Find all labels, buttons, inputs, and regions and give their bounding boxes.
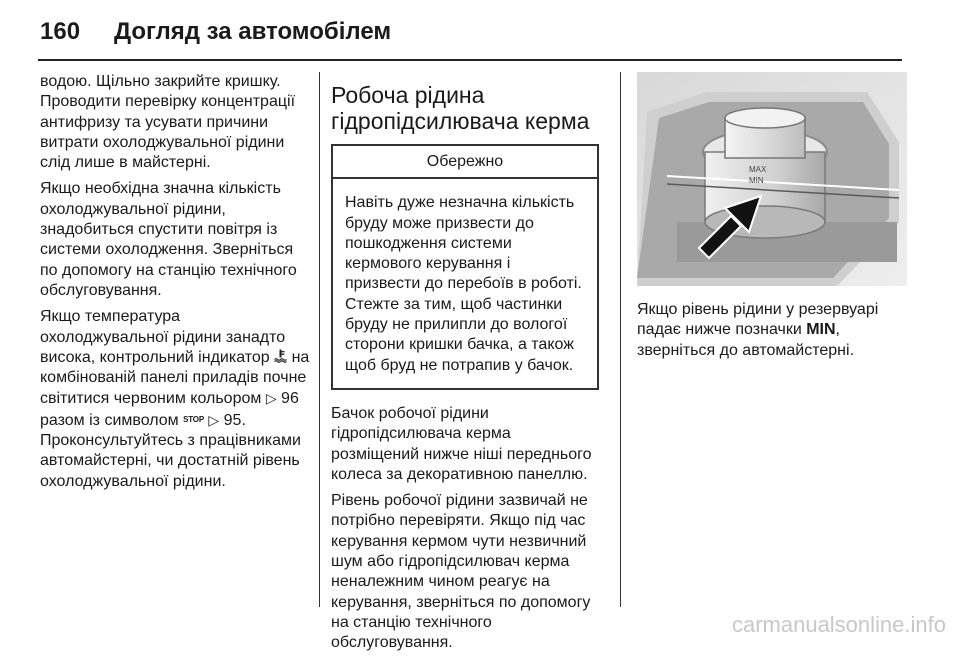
coolant-paragraph-2: Якщо необхідна значна кількість охолоджувальної рідини, знадобиться спустити повітря із системи охолодження. Зверніться по допомогу на станцію технічного обслуговування. — [40, 180, 297, 299]
caption-text-end: , зверніться до автомайстерні. — [637, 321, 855, 359]
caution-box — [331, 144, 599, 390]
reservoir-illustration — [637, 72, 907, 286]
coolant-temperature-icon — [274, 348, 287, 368]
max-mark-label: MAX — [749, 165, 767, 174]
column-divider — [620, 72, 621, 607]
page-reference-95[interactable]: 95. — [223, 411, 246, 429]
stop-symbol-icon: STOP — [183, 415, 204, 425]
symbol-text: разом із символом — [40, 411, 179, 429]
coolant-paragraph-1: водою. Щільно закрийте кришку. Проводити перевірку концентрації антифризу та усувати причини витрати охолоджувальної рідини слід лише в майстерні. — [40, 73, 296, 172]
coolant-temp-text: Якщо температура охолоджувальної рідини занадто висока, контрольний індикатор — [40, 308, 286, 366]
column-left — [40, 72, 310, 498]
consult-text: Проконсультуйтесь з працівниками автомайстерні, чи достатній рівень охолоджувальної рідини. — [40, 432, 301, 490]
watermark: carmanualsonline.info — [731, 612, 946, 637]
column-divider — [319, 72, 320, 607]
page-reference-96[interactable]: 96 — [281, 390, 299, 408]
reservoir-location-paragraph: Бачок робочої рідини гідропідсилювача керма розміщений нижче ніші переднього колеса за декоративною панеллю. — [331, 404, 592, 483]
min-mark-label: MIN — [749, 176, 764, 185]
coolant-paragraph-3 — [40, 307, 310, 492]
page-header — [40, 18, 391, 48]
indicator-text: на комбінованій панелі приладів почне світитися червоним кольором — [40, 348, 310, 408]
power-steering-heading: Робоча рідина гідропідсилювача керма — [331, 82, 590, 134]
section-title: Догляд за автомобілем — [114, 18, 392, 45]
fluid-level-paragraph: Рівень робочої рідини зазвичай не потрібно перевіряти. Якщо під час керування кермом чути незвичний шум або гідропідсилювач керма неналежним чином реагує на керування, зверніться по допомогу на станцію технічного обслуговування. — [331, 492, 591, 652]
caution-text: Навіть дуже незначна кількість бруду може призвести до пошкодження системи кермового керування і призвести до перебоїв в роботі. Стежте за тим, щоб частинки бруду не прилипли до вологої сторони кришки бачка, а також щоб бруд не потрапив у бачок. — [345, 194, 582, 374]
page-reference-icon: ▷ — [265, 390, 277, 407]
column-middle — [331, 82, 603, 660]
page-reference-icon: ▷ — [208, 411, 220, 428]
caption-min-label: MIN — [806, 321, 836, 339]
header-divider — [38, 59, 902, 61]
caption-text: Якщо рівень рідини у резервуарі падає нижче позначки — [637, 301, 879, 339]
column-right — [637, 72, 907, 367]
reservoir-photo — [637, 72, 907, 286]
reservoir-caption — [637, 300, 907, 361]
page-number: 160 — [40, 18, 81, 45]
caution-title: Обережно — [333, 146, 597, 179]
